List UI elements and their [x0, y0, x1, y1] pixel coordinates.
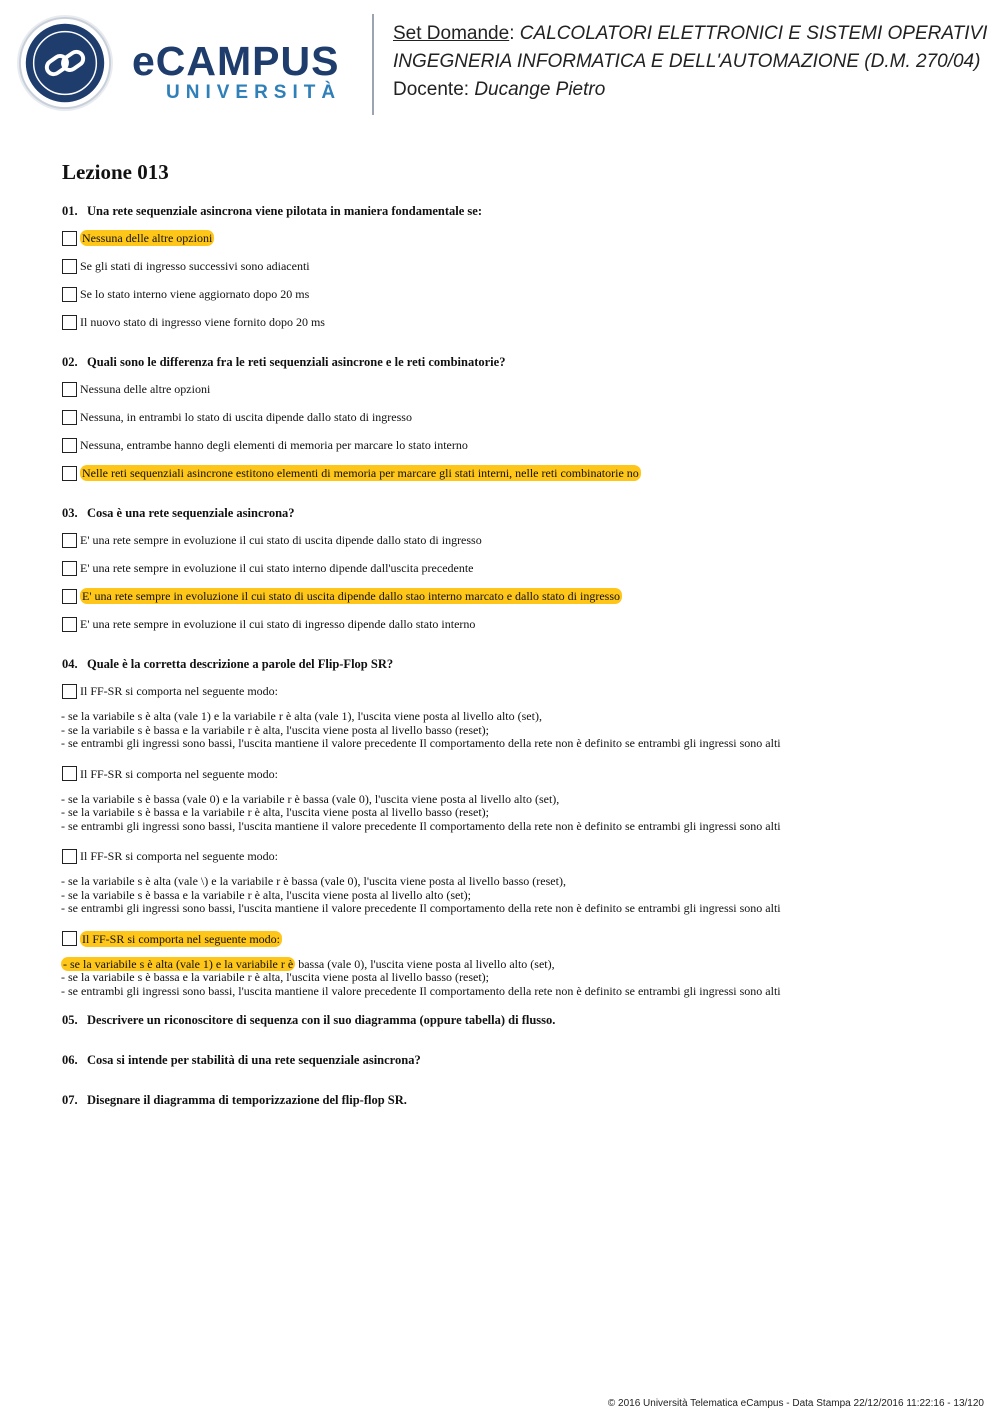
docente-name: Ducange Pietro	[474, 79, 606, 100]
answer-option	[62, 587, 962, 615]
answer-option	[62, 682, 962, 765]
set-label: Set Domande	[393, 23, 510, 44]
answer-option	[62, 257, 962, 285]
answer-detail-line: - se entrambi gli ingressi sono bassi, l'uscita mantiene il valore precedente Il comportamento della rete non è definito se entrambi gli ingressi sono alti	[61, 983, 781, 998]
question-gap	[62, 341, 962, 354]
question-gap	[62, 643, 962, 656]
question-label: Quali sono le differenza fra le reti sequenziali asincrone e le reti combinatorie?	[87, 355, 506, 369]
answer-detail-line: - se la variabile s è bassa e la variabile r è alta, l'uscita viene posta al livello basso (reset);	[61, 722, 489, 737]
page-header	[0, 0, 1000, 130]
answer-detail-line: - se la variabile s è bassa (vale 0) e la variabile r è bassa (vale 0), l'uscita viene posta al livello alto (set),	[61, 791, 560, 806]
answer-checkbox[interactable]	[62, 766, 77, 781]
option-spacer	[62, 998, 962, 1012]
answer-row	[62, 408, 962, 426]
answer-label: E' una rete sempre in evoluzione il cui stato di ingresso dipende dallo stato interno	[80, 617, 476, 631]
answer-row	[62, 531, 962, 549]
question-number: 07.	[62, 1093, 78, 1107]
answer-option	[62, 313, 962, 341]
brand-subtitle: UNIVERSITÀ	[166, 82, 342, 103]
question-4	[62, 656, 962, 1012]
question-label: Quale è la corretta descrizione a parole del Flip-Flop SR?	[87, 657, 394, 671]
answer-detail-line: - se la variabile s è alta (vale 1) e la variabile r è alta (vale 1), l'uscita viene posta al livello alto (set),	[61, 709, 542, 723]
answer-label: Nessuna, in entrambi lo stato di uscita dipende dallo stato di ingresso	[80, 410, 412, 424]
answer-detail-line	[61, 958, 962, 972]
answer-detail-line: - se entrambi gli ingressi sono bassi, l'uscita mantiene il valore precedente Il comportamento della rete non è definito se entrambi gli ingressi sono alti	[61, 818, 781, 833]
ecampus-seal-logo	[16, 14, 114, 112]
question-number: 05.	[62, 1013, 78, 1027]
brand-wordmark	[132, 40, 341, 104]
answer-option	[62, 285, 962, 313]
answer-checkbox[interactable]	[62, 589, 77, 604]
answer-row	[62, 559, 962, 577]
answer-label: Il nuovo stato di ingresso viene fornito dopo 20 ms	[80, 315, 325, 329]
answer-detail-rest: bassa (vale 0), l'uscita viene posta al livello alto (set),	[295, 956, 555, 971]
answer-row	[62, 847, 962, 865]
brand-name: eCAMPUS	[132, 38, 340, 84]
answer-label: Il FF-SR si comporta nel seguente modo:	[80, 766, 278, 781]
answer-checkbox[interactable]	[62, 382, 77, 397]
answer-option	[62, 408, 962, 436]
answer-label: Il FF-SR si comporta nel seguente modo:	[80, 684, 278, 698]
open-question-5	[62, 1012, 962, 1052]
question-number: 02.	[62, 355, 78, 369]
question-label: Descrivere un riconoscitore di sequenza con il suo diagramma (oppure tabella) di flusso.	[87, 1013, 556, 1027]
questions-list	[62, 203, 962, 1132]
course-info: Set Domande: CALCOLATORI ELETTRONICI E SISTEMI OPERATIVI INGEGNERIA INFORMATICA E DELL'AUTOMAZIONE (D.M. 270/04) Docente: Ducange Pietro	[393, 23, 988, 100]
answer-row	[62, 257, 962, 275]
question-text	[62, 505, 962, 521]
answer-checkbox[interactable]	[62, 231, 77, 246]
open-question-7	[62, 1092, 962, 1132]
question-text	[62, 203, 962, 219]
answer-checkbox[interactable]	[62, 533, 77, 548]
answer-checkbox[interactable]	[62, 410, 77, 425]
answer-checkbox[interactable]	[62, 617, 77, 632]
question-label: Cosa si intende per stabilità di una rete sequenziale asincrona?	[87, 1053, 421, 1067]
answer-label: E' una rete sempre in evoluzione il cui stato di uscita dipende dallo stato di ingresso	[80, 533, 482, 547]
answer-row	[62, 313, 962, 331]
answer-row	[62, 285, 962, 303]
option-spacer	[62, 751, 962, 765]
answer-row	[62, 682, 962, 700]
header-divider	[372, 14, 374, 115]
page-footer: © 2016 Università Telematica eCampus - Data Stampa 22/12/2016 11:22:16 - 13/120	[607, 1398, 984, 1409]
answer-checkbox[interactable]	[62, 438, 77, 453]
option-spacer	[62, 916, 962, 930]
question-label: Cosa è una rete sequenziale asincrona?	[87, 506, 295, 520]
answer-label: Nessuna delle altre opzioni	[82, 231, 213, 245]
question-label: Una rete sequenziale asincrona viene pilotata in maniera fondamentale se:	[87, 204, 482, 218]
answer-row	[62, 464, 962, 482]
answer-option	[62, 229, 962, 257]
question-2	[62, 354, 962, 505]
answer-row	[62, 615, 962, 633]
answer-label: E' una rete sempre in evoluzione il cui stato interno dipende dall'uscita precedente	[80, 561, 474, 575]
answer-row	[62, 436, 962, 454]
answer-row	[62, 380, 962, 398]
answer-option	[62, 380, 962, 408]
answer-option	[62, 559, 962, 587]
answer-checkbox[interactable]	[62, 287, 77, 302]
answer-option	[62, 930, 962, 1013]
answer-label: E' una rete sempre in evoluzione il cui stato di uscita dipende dallo stao interno marcato e dallo stato di ingresso	[82, 589, 621, 603]
answer-option	[62, 531, 962, 559]
question-number: 06.	[62, 1053, 78, 1067]
question-3	[62, 505, 962, 656]
answer-row	[62, 587, 962, 605]
answer-label: Se gli stati di ingresso successivi sono adiacenti	[80, 259, 310, 273]
answer-checkbox[interactable]	[62, 561, 77, 576]
open-question-6	[62, 1052, 962, 1092]
answer-label: Il FF-SR si comporta nel seguente modo:	[80, 849, 278, 863]
answer-label: Nessuna, entrambe hanno degli elementi di memoria per marcare lo stato interno	[80, 438, 468, 452]
answer-detail-line: - se la variabile s è alta (vale \) e la variabile r è bassa (vale 0), l'uscita viene posta al livello basso (reset),	[61, 874, 566, 888]
answer-checkbox[interactable]	[62, 315, 77, 330]
lesson-title: Lezione 013	[62, 160, 169, 184]
question-number: 04.	[62, 657, 78, 671]
answer-detail-highlight: - se la variabile s è alta (vale 1) e la variabile r è	[63, 956, 294, 971]
answer-option	[62, 765, 962, 848]
answer-option	[62, 847, 962, 930]
answer-option	[62, 464, 962, 492]
option-spacer	[62, 783, 962, 793]
answer-checkbox[interactable]	[62, 849, 77, 864]
question-text	[62, 354, 962, 370]
answer-label: Nessuna delle altre opzioni	[80, 382, 211, 396]
course-subtitle: INGEGNERIA INFORMATICA E DELL'AUTOMAZIONE (D.M. 270/04)	[393, 51, 981, 72]
answer-row	[62, 930, 962, 948]
question-label: Disegnare il diagramma di temporizzazione del flip-flop SR.	[87, 1093, 407, 1107]
answer-label: Nelle reti sequenziali asincrone estitono elementi di memoria per marcare gli stati interni, nelle reti combinatorie no	[82, 466, 639, 480]
answer-detail-line: - se la variabile s è bassa e la variabile r è alta, l'uscita viene posta al livello alto (set);	[61, 887, 471, 902]
question-number: 01.	[62, 204, 78, 218]
docente-label: Docente:	[393, 79, 470, 100]
answer-checkbox[interactable]	[62, 684, 77, 699]
answer-checkbox[interactable]	[62, 259, 77, 274]
answer-detail-line: - se entrambi gli ingressi sono bassi, l'uscita mantiene il valore precedente Il comportamento della rete non è definito se entrambi gli ingressi sono alti	[61, 901, 781, 915]
answer-row	[62, 229, 962, 247]
question-number: 03.	[62, 506, 78, 520]
answer-label: Il FF-SR si comporta nel seguente modo:	[82, 931, 280, 946]
course-title: CALCOLATORI ELETTRONICI E SISTEMI OPERATIVI	[519, 23, 988, 44]
question-text	[62, 656, 962, 672]
answer-label: Se lo stato interno viene aggiornato dopo 20 ms	[80, 287, 310, 301]
answer-detail-line: - se la variabile s è bassa e la variabile r è alta, l'uscita viene posta al livello basso (reset);	[61, 805, 489, 819]
answer-option	[62, 436, 962, 464]
question-gap	[62, 492, 962, 505]
answer-detail-line: - se entrambi gli ingressi sono bassi, l'uscita mantiene il valore precedente Il comportamento della rete non è definito se entrambi gli ingressi sono alti	[61, 736, 781, 750]
option-spacer	[62, 833, 962, 847]
answer-option	[62, 615, 962, 643]
answer-checkbox[interactable]	[62, 931, 77, 946]
question-1	[62, 203, 962, 354]
answer-checkbox[interactable]	[62, 466, 77, 481]
answer-detail-line: - se la variabile s è bassa e la variabile r è alta, l'uscita viene posta al livello basso (reset);	[61, 970, 489, 984]
answer-row	[62, 765, 962, 783]
